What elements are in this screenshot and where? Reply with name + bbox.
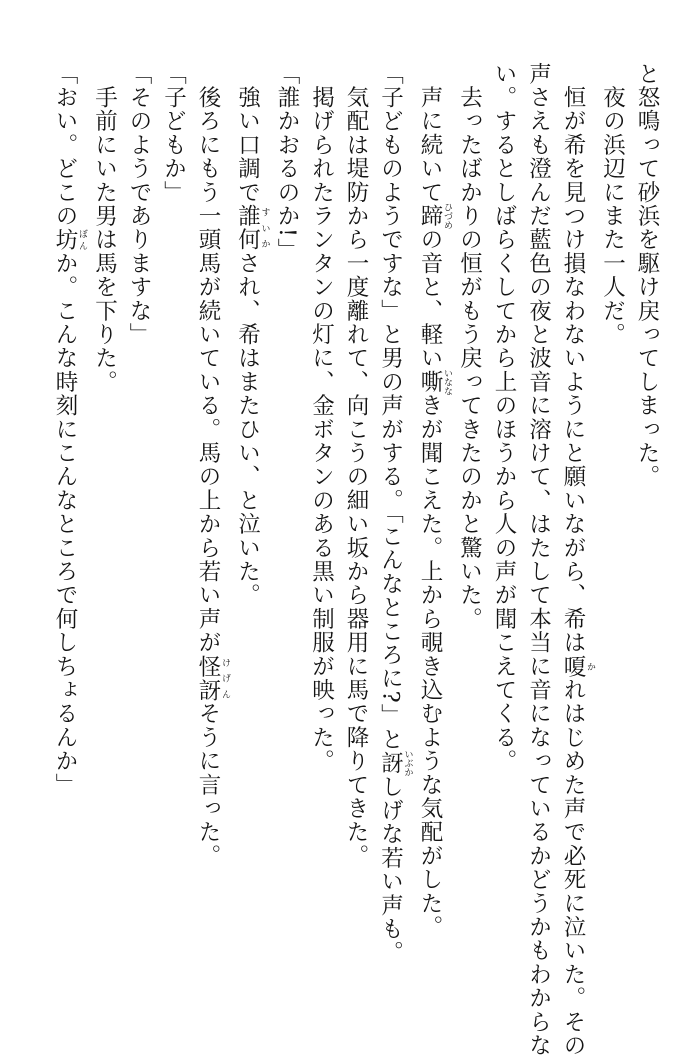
text-segment: 去ったばかりの恒がもう戻ってきたのかと驚いた。: [456, 62, 483, 631]
ruby-base: 坊: [52, 227, 78, 252]
text-line: [521, 62, 556, 1057]
text-line: [556, 62, 596, 1057]
text-line: [595, 62, 630, 962]
text-segment: 声に続いて: [417, 62, 443, 205]
furigana: いなな: [442, 368, 452, 396]
ruby-word: [417, 368, 452, 396]
text-segment: い。するとしばらくしてから上のほうから人の声が聞こえてくる。: [491, 62, 517, 773]
text-line: [339, 62, 374, 962]
ruby-base: 訝: [377, 749, 404, 777]
ruby-base: 嘶: [417, 368, 443, 396]
furigana: すいか: [259, 204, 270, 252]
ruby-word: [560, 654, 595, 679]
text-line: [373, 62, 413, 965]
text-segment: の音と、軽い: [417, 227, 443, 371]
text-line: [304, 62, 339, 962]
ruby-base: 誰何: [234, 204, 261, 252]
text-segment: きが聞こえた。上から覗き込むような気配がした。: [417, 393, 443, 939]
furigana: いぶか: [402, 749, 413, 777]
text-segment: 「誰かおるのか!」: [274, 62, 300, 262]
text-line: [87, 62, 122, 962]
ruby-base: 怪訝: [195, 654, 221, 702]
text-segment: 「子どものようですな」と男の声がする。「こんなところに?」と: [377, 62, 404, 752]
ruby-word: [377, 749, 413, 777]
vertical-text-body: [24, 62, 664, 1057]
text-segment: 掲げられたランタンの灯に、金ボタンのある黒い制服が映った。: [308, 62, 335, 773]
text-segment: 手前にいた男は馬を下りた。: [91, 62, 118, 394]
text-line: [413, 62, 453, 962]
ruby-word: [52, 227, 87, 252]
text-segment: 気配は堤防から一度離れて、向こうの細い坂から器用に馬で降りてきた。: [343, 62, 369, 868]
text-segment: 「子どもか」: [160, 62, 187, 205]
text-line: [48, 62, 88, 962]
text-segment: か。こんな時刻にこんなところで何しちょるんか」: [52, 251, 78, 797]
furigana: ひづめ: [442, 202, 452, 230]
furigana: けげん: [220, 654, 230, 702]
text-segment: れはじめた声で必死に泣いた。その: [560, 678, 586, 1057]
text-line: [452, 62, 487, 962]
text-line: [630, 62, 665, 962]
ruby-word: [234, 204, 270, 252]
text-line: [487, 62, 522, 962]
text-line: [230, 62, 270, 962]
text-segment: 夜の浜辺にまた一人だ。: [599, 62, 626, 347]
text-segment: され、希はまたひい、と泣いた。: [234, 251, 261, 608]
text-segment: 後ろにもう一頭馬が続いている。馬の上から若い声が: [195, 62, 221, 655]
text-segment: 「おい。どこの: [52, 62, 78, 228]
text-segment: と怒鳴って砂浜を駆け戻ってしまった。: [634, 62, 660, 489]
ruby-word: [195, 654, 230, 702]
text-line: [156, 62, 191, 962]
furigana: ぼん: [77, 227, 87, 252]
text-segment: 「そのようでありますな」: [126, 62, 152, 347]
ruby-base: 蹄: [417, 202, 443, 230]
text-segment: 声さえも澄んだ藍色の夜と波音に溶けて、はたして本当に音になっているかどうかもわからな: [525, 62, 552, 1057]
text-segment: 恒が希を見つけ損なわないようにと願いながら、希は: [560, 62, 586, 655]
ruby-word: [417, 202, 452, 230]
text-line: [270, 62, 305, 962]
text-line: [122, 62, 157, 962]
ruby-base: 嗄: [560, 654, 586, 679]
text-segment: しげな若い声も。: [377, 775, 404, 965]
furigana: か: [585, 654, 595, 679]
text-segment: 強い口調で: [234, 62, 261, 205]
text-line: [191, 62, 231, 962]
text-segment: そうに言った。: [195, 701, 221, 868]
